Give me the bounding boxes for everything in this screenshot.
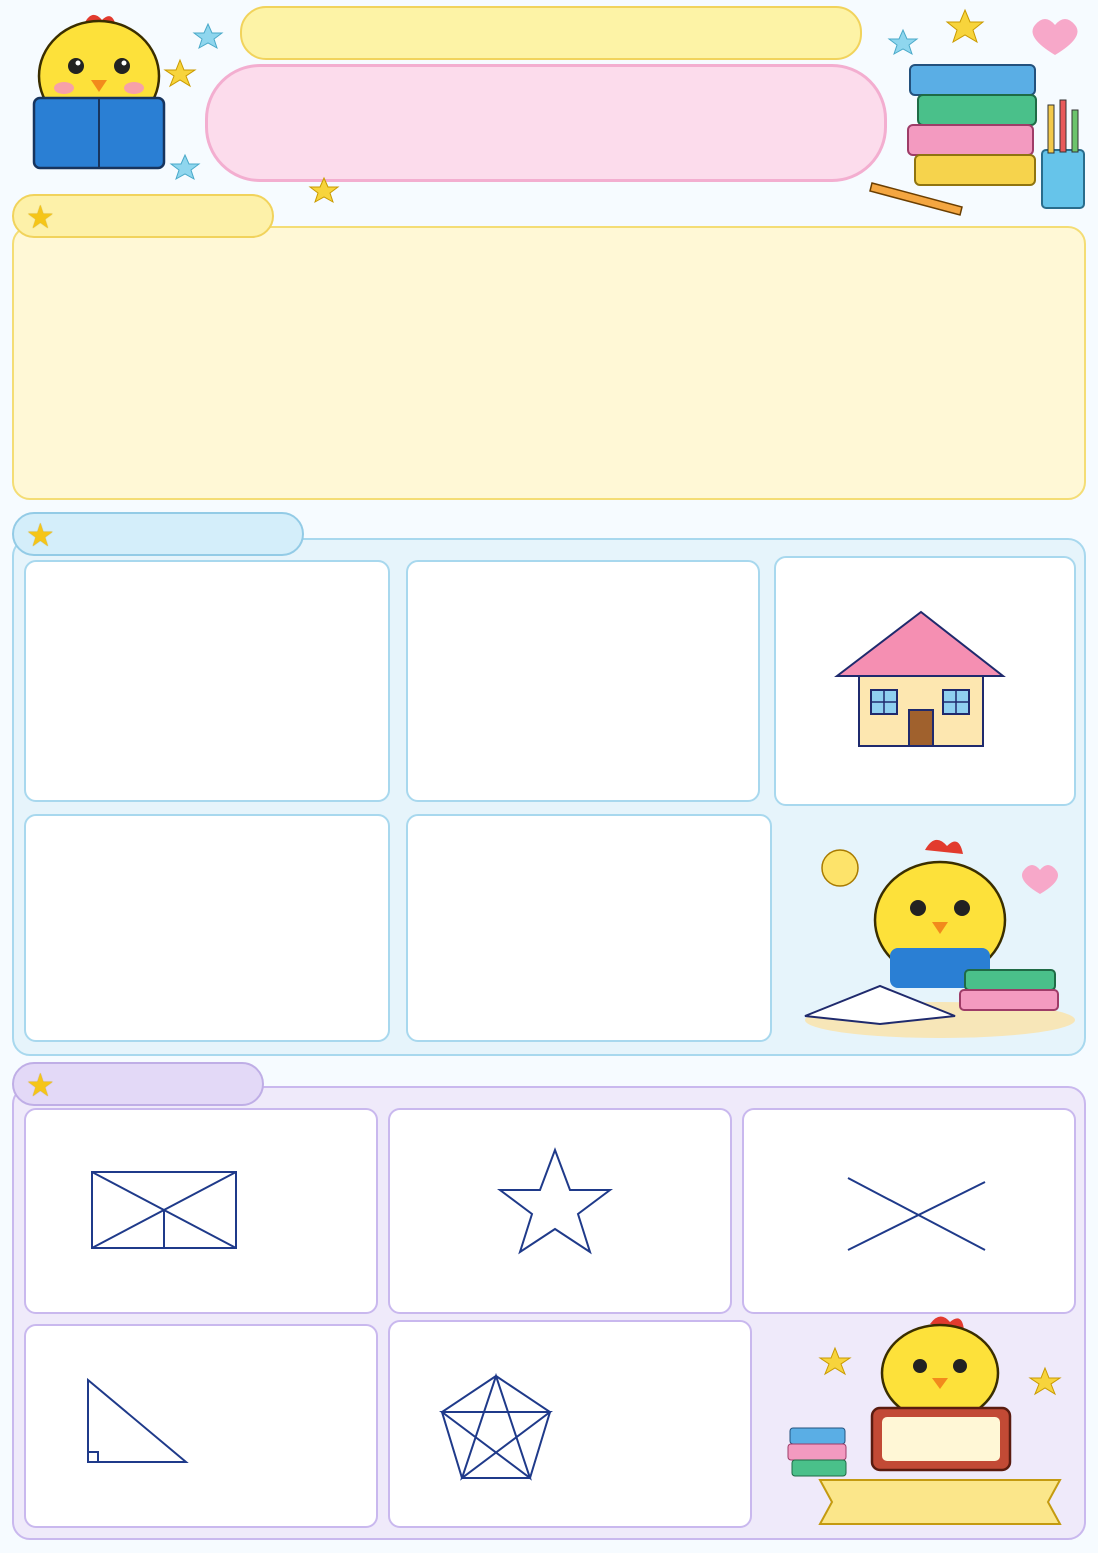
star-icon: ★ — [26, 1066, 55, 1104]
star-icon: ★ — [26, 198, 55, 236]
star-icon: ★ — [26, 516, 55, 554]
